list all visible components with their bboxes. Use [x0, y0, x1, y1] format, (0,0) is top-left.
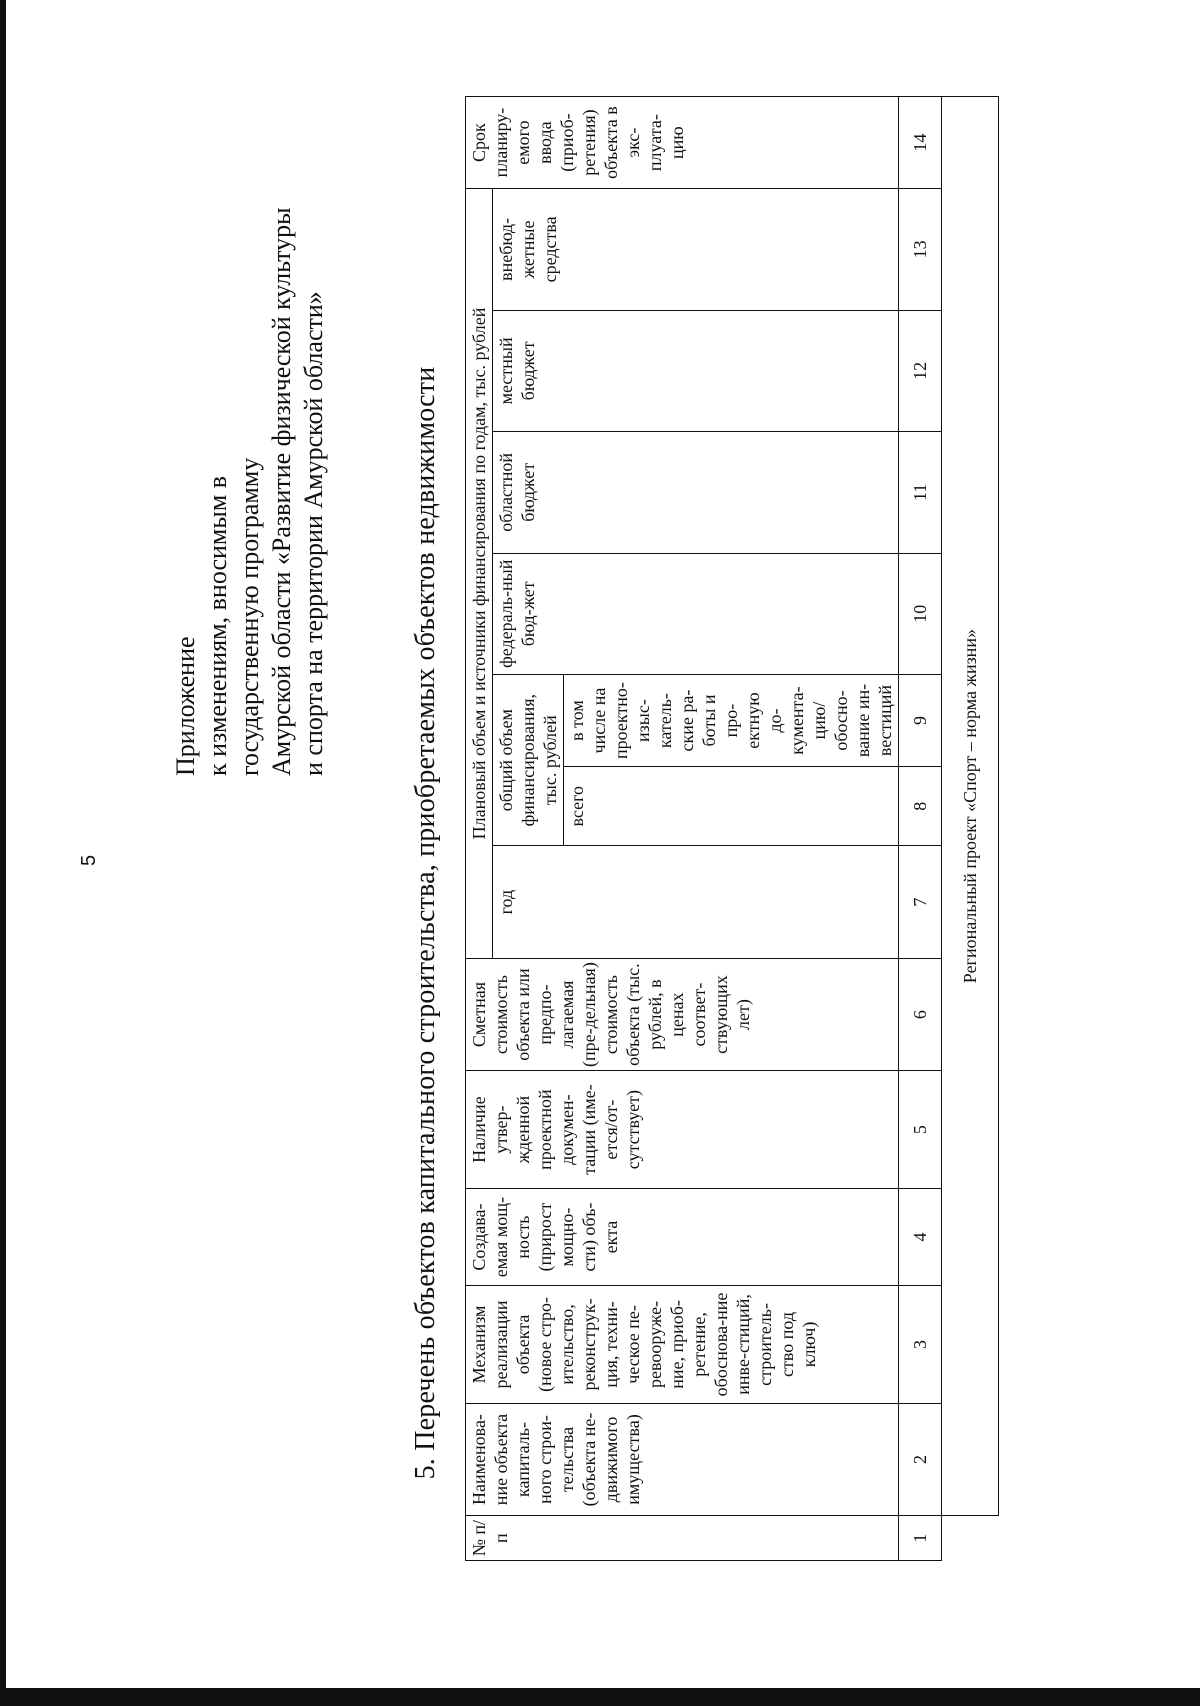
- document-title: [410, 0, 442, 1706]
- regional-project-row: [942, 97, 999, 1561]
- col-num: 7: [899, 846, 942, 959]
- col-num: 9: [899, 675, 942, 767]
- col-num: 3: [899, 1286, 942, 1404]
- header-extrabudgetary: внебюд-жетные средства: [493, 189, 899, 310]
- appendix-line: Приложение: [171, 636, 200, 776]
- document-title-text: 5. Перечень объектов капитального строительства, приобретаемых объектов недвижимости: [410, 366, 441, 1480]
- header-total-all: всего: [564, 767, 899, 846]
- header-capacity: Создава-емая мощ-ность (прирост мощно-сти) объ-екта: [466, 1188, 899, 1285]
- appendix-block: [170, 207, 330, 776]
- col-num: 4: [899, 1188, 942, 1285]
- appendix-line: государственную программу: [235, 457, 264, 776]
- header-regional-budget: областной бюджет: [493, 432, 899, 553]
- header-local-budget: местный бюджет: [493, 310, 899, 431]
- header-estimated-cost: Сметная стоимость объекта или предпо-лагаемая (пре-дельная) стоимость объекта (тыс. рублей, в ценах соответ-ствующих лет): [466, 958, 899, 1071]
- header-federal-budget: федераль-ный бюд-жет: [493, 553, 899, 674]
- col-num: 1: [899, 1516, 942, 1561]
- col-num: 8: [899, 767, 942, 846]
- header-object-name: Наименова-ние объекта капиталь-ного строи-тельства (объекта не-движимого имущества): [466, 1403, 899, 1516]
- page-number: 5: [78, 854, 100, 866]
- col-num: 11: [899, 432, 942, 553]
- header-num: № п/п: [466, 1516, 899, 1561]
- header-total-design: в том числе на проектно-изыс-катель-ские ра-боты и про-ектную до-кумента-цию/ обосно-вание ин-вестиций: [564, 675, 899, 767]
- appendix-line: к изменениям, вносимым в: [203, 475, 232, 776]
- header-financing-group: Плановый объем и источники финансирования по годам, тыс. рублей: [466, 189, 493, 959]
- col-num: 6: [899, 958, 942, 1071]
- header-total-financing: общий объем финансирования, тыс. рублей: [493, 675, 564, 846]
- col-num: 5: [899, 1071, 942, 1189]
- col-num: 12: [899, 310, 942, 431]
- header-mechanism: Механизм реализации объекта (новое стро-ительство, реконструк-ция, техни-ческое пе-ревооруже-ние, приоб-ретение, обоснова-ние инве-стиций, строитель-ство под ключ): [466, 1286, 899, 1404]
- empty-cell: [942, 1516, 999, 1561]
- col-num: 10: [899, 553, 942, 674]
- header-year: год: [493, 846, 899, 959]
- header-commission-date: Срок планиру-емого ввода (приоб-ретения) объекта в экс-плуата-цию: [466, 97, 899, 189]
- col-num: 14: [899, 97, 942, 189]
- header-row-1: [466, 97, 493, 1561]
- capital-objects-table: [465, 96, 999, 1561]
- col-num: 13: [899, 189, 942, 310]
- column-number-row: [899, 97, 942, 1561]
- regional-project-title: Региональный проект «Спорт – норма жизни»: [942, 97, 999, 1516]
- header-design-docs: Наличие утвер-жденной проектной докумен-тации (име-ется/от-сутствует): [466, 1071, 899, 1189]
- appendix-line: Амурской области «Развитие физической культуры: [267, 207, 296, 776]
- appendix-line: и спорта на территории Амурской области»: [299, 291, 328, 776]
- col-num: 2: [899, 1403, 942, 1516]
